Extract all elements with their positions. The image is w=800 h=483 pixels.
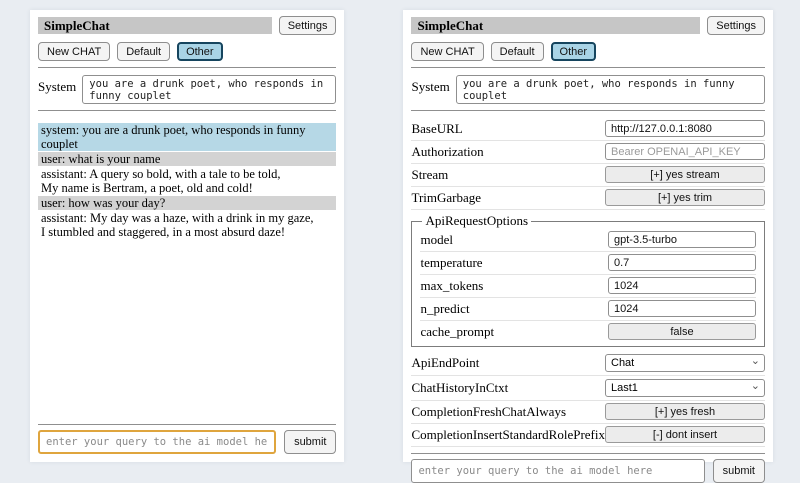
query-input[interactable] (38, 430, 276, 454)
completion-fresh-chat-always-label: CompletionFreshChatAlways (411, 403, 567, 419)
session-tab-default[interactable]: Default (117, 42, 170, 61)
trimgarbage-label: TrimGarbage (411, 189, 482, 205)
divider (411, 453, 765, 454)
stream-label: Stream (411, 166, 449, 182)
chat-message-assistant (38, 167, 336, 195)
setting-row-api-endpoint (411, 351, 765, 376)
n-predict-label: n_predict (420, 300, 470, 316)
new-chat-button[interactable]: New CHAT (411, 42, 483, 61)
max-tokens-input[interactable] (608, 277, 756, 294)
divider (38, 110, 336, 111)
model-input[interactable] (608, 231, 756, 248)
setting-row-completion-fresh-chat-always (411, 401, 765, 424)
setting-row-model (420, 229, 756, 252)
completion-fresh-chat-toggle-button[interactable]: [+] yes fresh (605, 403, 765, 420)
baseurl-input[interactable] (605, 120, 765, 137)
session-tab-other[interactable]: Other (551, 42, 597, 61)
cache-prompt-toggle-button[interactable]: false (608, 323, 756, 340)
max-tokens-label: max_tokens (420, 277, 484, 293)
app-title: SimpleChat (38, 17, 272, 34)
query-input[interactable] (411, 459, 704, 483)
trimgarbage-toggle-button[interactable]: [+] yes trim (605, 189, 765, 206)
chat-message-assistant (38, 211, 336, 239)
setting-row-chat-history-in-ctxt (411, 376, 765, 401)
cache-prompt-label: cache_prompt (420, 323, 495, 339)
chat-toolbar (38, 42, 336, 61)
baseurl-label: BaseURL (411, 120, 463, 136)
chevron-down-icon: ⌄ (750, 379, 760, 392)
message-line: I stumbled and staggered, in a most absurd daze! (41, 225, 286, 239)
setting-row-max-tokens (420, 275, 756, 298)
session-tab-other[interactable]: Other (177, 42, 223, 61)
submit-button[interactable]: submit (284, 430, 336, 454)
chat-history-in-ctxt-label: ChatHistoryInCtxt (411, 379, 509, 395)
api-endpoint-label: ApiEndPoint (411, 354, 480, 370)
api-request-options-fieldset (411, 213, 765, 347)
message-line: assistant: My day was a haze, with a drink in my gaze, (41, 211, 314, 225)
chat-panel (30, 10, 344, 462)
setting-row-temperature (420, 252, 756, 275)
settings-titlebar-row (411, 16, 765, 35)
settings-button[interactable]: Settings (279, 16, 337, 35)
chat-history-in-ctxt-select[interactable] (605, 379, 765, 397)
system-label: System (411, 79, 450, 94)
api-request-options-legend: ApiRequestOptions (425, 213, 529, 228)
divider (411, 110, 765, 111)
stream-toggle-button[interactable]: [+] yes stream (605, 166, 765, 183)
query-row (38, 430, 336, 454)
divider (411, 67, 765, 68)
temperature-label: temperature (420, 254, 483, 270)
new-chat-button[interactable]: New CHAT (38, 42, 110, 61)
chat-message-user (38, 152, 336, 166)
setting-row-n-predict (420, 298, 756, 321)
chat-history-select-wrap (605, 378, 765, 397)
setting-row-completion-insert-standard-role-prefix (411, 424, 765, 447)
app-title: SimpleChat (411, 17, 700, 34)
message-line: assistant: A query so bold, with a tale to be told, (41, 167, 281, 181)
divider (38, 424, 336, 425)
setting-row-authorization (411, 141, 765, 164)
setting-row-cache-prompt (420, 321, 756, 343)
spacer (38, 240, 336, 418)
session-tab-default[interactable]: Default (491, 42, 544, 61)
chat-message-user (38, 196, 336, 210)
system-label: System (38, 79, 77, 94)
api-endpoint-select-wrap (605, 353, 765, 372)
settings-toolbar (411, 42, 765, 61)
settings-form (411, 118, 765, 447)
message-line: My name is Bertram, a poet, old and cold! (41, 181, 253, 195)
message-line: user: what is your name (41, 152, 161, 166)
authorization-label: Authorization (411, 143, 484, 159)
submit-button[interactable]: submit (713, 459, 765, 483)
settings-button[interactable]: Settings (707, 16, 765, 35)
query-row (411, 459, 765, 483)
chat-message-list (38, 123, 336, 240)
completion-insert-standard-role-prefix-label: CompletionInsertStandardRolePrefix (411, 426, 605, 442)
system-prompt-textarea[interactable] (456, 75, 765, 104)
chat-message-system (38, 123, 336, 151)
setting-row-baseurl (411, 118, 765, 141)
setting-row-trimgarbage (411, 187, 765, 210)
completion-insert-role-prefix-toggle-button[interactable]: [-] dont insert (605, 426, 765, 443)
chat-titlebar-row (38, 16, 336, 35)
authorization-input[interactable] (605, 143, 765, 160)
chevron-down-icon: ⌄ (750, 354, 760, 367)
divider (38, 67, 336, 68)
api-endpoint-select[interactable] (605, 354, 765, 372)
system-prompt-textarea[interactable] (82, 75, 336, 104)
message-line: user: how was your day? (41, 196, 166, 210)
system-prompt-row (38, 75, 336, 104)
message-line: system: you are a drunk poet, who responds in funny couplet (41, 123, 306, 151)
setting-row-stream (411, 164, 765, 187)
settings-panel (403, 10, 773, 477)
n-predict-input[interactable] (608, 300, 756, 317)
model-label: model (420, 231, 453, 247)
temperature-input[interactable] (608, 254, 756, 271)
system-prompt-row (411, 75, 765, 104)
